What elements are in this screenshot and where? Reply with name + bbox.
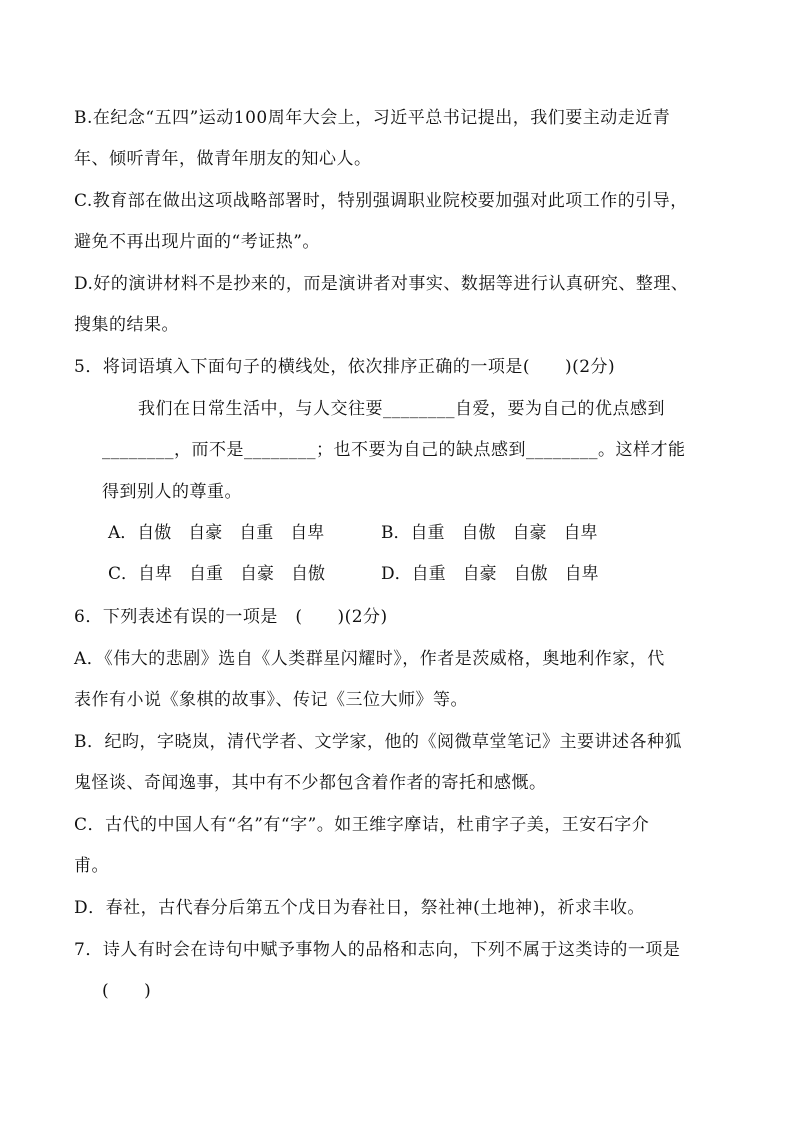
q6-stem: 6．下列表述有误的一项是 ( )(2分) <box>74 607 388 627</box>
q6-option-b-line2: 鬼怪谈、奇闻逸事，其中有不少都包含着作者的寄托和感慨。 <box>74 773 547 793</box>
q5-passage-line1: 我们在日常生活中，与人交往要________自爱，要为自己的优点感到 <box>138 399 665 419</box>
q5-passage-line2: ________，而不是________；也不要为自己的缺点感到________。这样才能 <box>102 440 686 460</box>
q4-option-c-line2: 避免不再出现片面的“考证热”。 <box>74 232 320 252</box>
q4-option-b-line1: B.在纪念“五四”运动100周年大会上，习近平总书记提出，我们要主动走近青 <box>74 108 671 128</box>
q4-option-d-line2: 搜集的结果。 <box>74 315 179 335</box>
q6-option-a-line2: 表作有小说《象棋的故事》、传记《三位大师》等。 <box>74 690 468 710</box>
q5-stem: 5．将词语填入下面句子的横线处，依次排序正确的一项是( )(2分) <box>74 357 616 377</box>
q7-stem: 7．诗人有时会在诗句中赋予事物人的品格和志向，下列不属于这类诗的一项是 <box>74 940 681 960</box>
q6-option-c-line2: 甫。 <box>74 856 109 876</box>
q5-option-a: A．自傲 自豪 自重 自卑 <box>108 523 325 543</box>
q5-option-b: B．自重 自傲 自豪 自卑 <box>381 523 598 543</box>
q5-option-c: C．自卑 自重 自豪 自傲 <box>108 564 326 584</box>
q7-answer-bracket: ( ) <box>102 981 152 1001</box>
q6-option-c-line1: C．古代的中国人有“名”有“字”。如王维字摩诘，杜甫字子美，王安石字介 <box>74 815 650 835</box>
q4-option-d-line1: D.好的演讲材料不是抄来的，而是演讲者对事实、数据等进行认真研究、整理、 <box>74 274 689 294</box>
q4-option-b-line2: 年、倾听青年，做青年朋友的知心人。 <box>74 149 372 169</box>
q6-option-a-line1: A．《伟大的悲剧》选自《人类群星闪耀时》，作者是茨威格，奥地利作家，代 <box>74 649 665 669</box>
q5-passage-line3: 得到别人的尊重。 <box>102 482 242 502</box>
q5-option-d: D．自重 自豪 自傲 自卑 <box>381 564 599 584</box>
q6-option-d: D．春社，古代春分后第五个戊日为春社日，祭社神(土地神)，祈求丰收。 <box>74 898 645 918</box>
q6-option-b-line1: B．纪昀，字晓岚，清代学者、文学家，他的《阅微草堂笔记》主要讲述各种狐 <box>74 732 682 752</box>
q4-option-c-line1: C.教育部在做出这项战略部署时，特别强调职业院校要加强对此项工作的引导， <box>74 191 688 211</box>
